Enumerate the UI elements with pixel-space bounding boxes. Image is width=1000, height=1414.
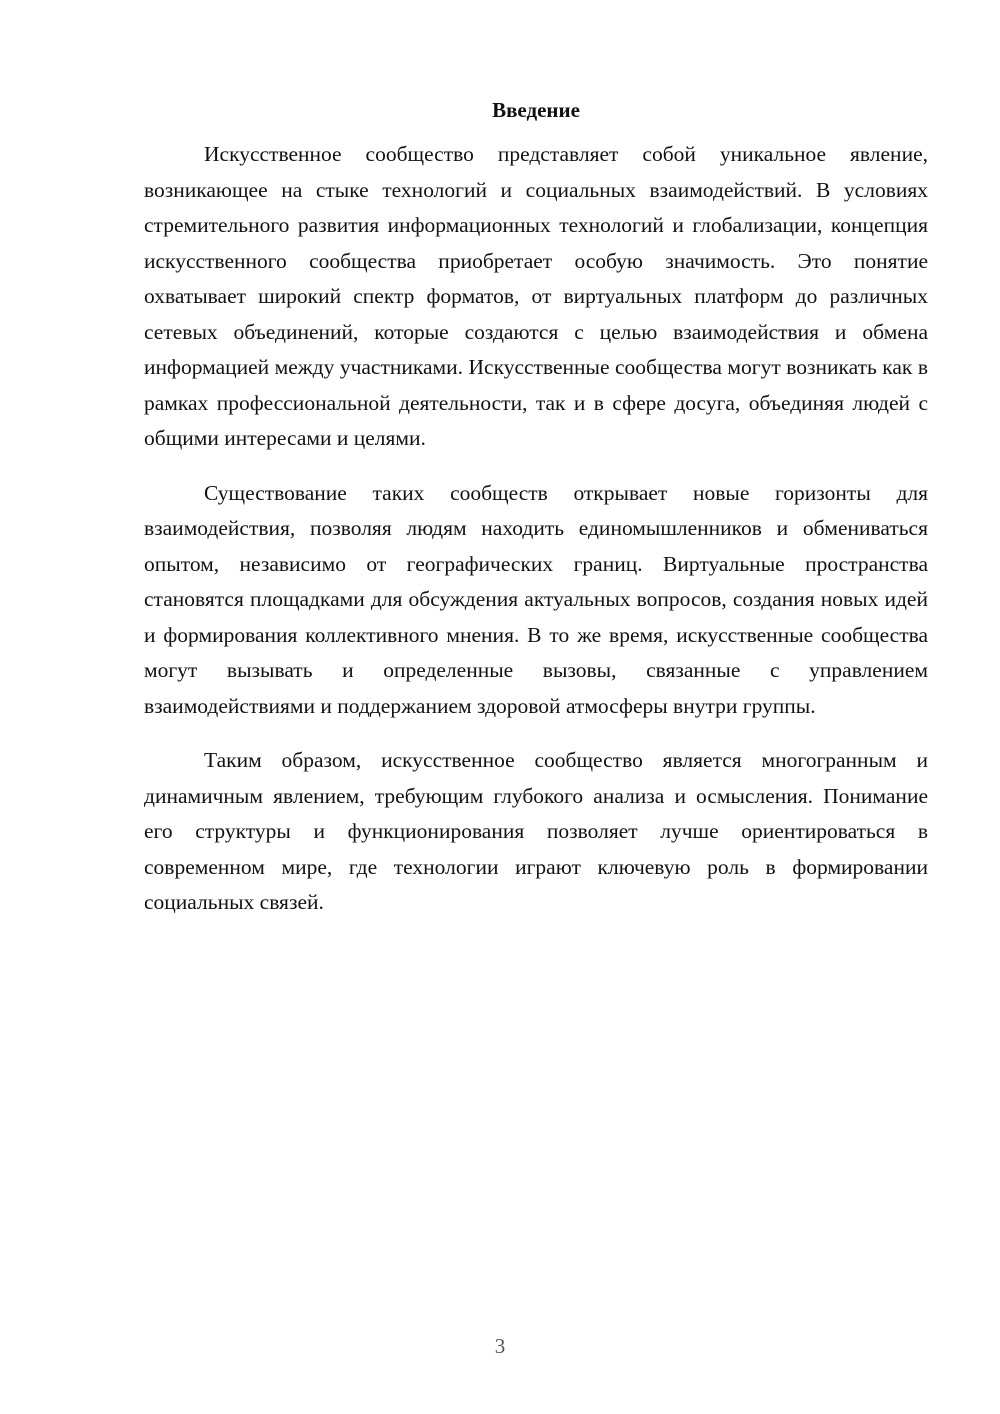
paragraph-3: Таким образом, искусственное сообщество является многогранным и динамичным явлением, требующим глубокого анализа и осмысления. Понимание его структуры и функционирования позволяет лучше ориентироваться в современном мире, где технологии играют ключевую роль в формировании социальных связей. [144,748,928,914]
page-number: 3 [494,1334,506,1358]
paragraph-1: Искусственное сообщество представляет собой уникальное явление, возникающее на стыке технологий и социальных взаимодействий. В условиях стремительного развития информационных технологий и глобализации, концепция искусственного сообщества приобретает особую значимость. Это понятие охватывает широкий спектр форматов, от виртуальных платформ до различных сетевых объединений, которые создаются с целью взаимодействия и обмена информацией между участниками. Искусственные сообщества могут возникать как в рамках профессиональной деятельности, так и в сфере досуга, объединяя людей с общими интересами и целями. [144,142,928,450]
section-heading: Введение [492,98,580,122]
page-content [144,95,928,940]
paragraph-2: Существование таких сообществ открывает новые горизонты для взаимодействия, позволяя людям находить единомышленников и обмениваться опытом, независимо от географических границ. Виртуальные пространства становятся площадками для обсуждения актуальных вопросов, создания новых идей и формирования коллективного мнения. В то же время, искусственные сообщества могут вызывать и определенные вызовы, связанные с управлением взаимодействиями и поддержанием здоровой атмосферы внутри группы. [144,480,928,718]
